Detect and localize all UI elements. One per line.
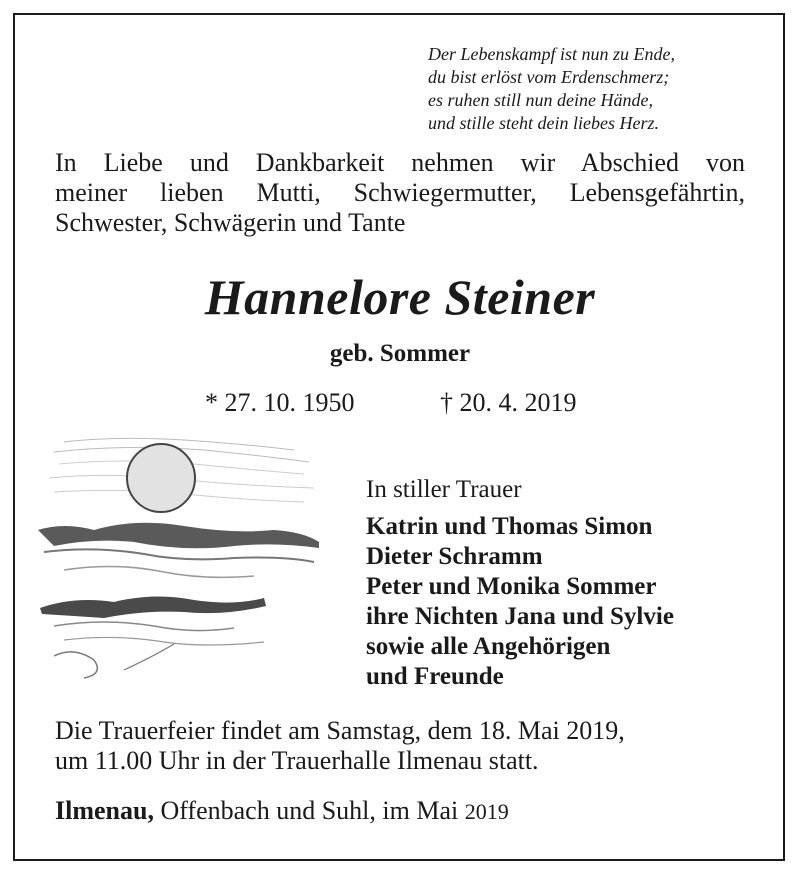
sunset-landscape-illustration (34, 430, 324, 680)
intro-line: Schwester, Schwägerin und Tante (55, 208, 406, 237)
poem-line: es ruhen still nun deine Hände, (428, 90, 653, 110)
service-line: um 11.00 Uhr in der Trauerhalle Ilmenau statt. (55, 746, 539, 775)
place-city: Ilmenau, (55, 796, 154, 825)
mourners-list (366, 512, 674, 692)
deceased-name: Hannelore Steiner (204, 269, 596, 325)
mourner-entry: Katrin und Thomas Simon (366, 513, 653, 540)
poem-line: du bist erlöst vom Erdenschmerz; (428, 67, 670, 87)
poem-line: und stille steht dein liebes Herz. (428, 113, 659, 133)
intro-line: In Liebe und Dankbarkeit nehmen wir Abschied von (55, 148, 745, 177)
service-line: Die Trauerfeier findet am Samstag, dem 18. Mai 2019, (55, 716, 625, 745)
place-and-date (55, 796, 509, 826)
intro-line: meiner lieben Mutti, Schwiegermutter, Lebensgefährtin, (55, 178, 745, 207)
funeral-service-info (55, 716, 745, 776)
place-rest: Offenbach und Suhl, im Mai (160, 796, 459, 825)
death-date: † 20. 4. 2019 (440, 388, 577, 417)
mourning-heading: In stiller Trauer (366, 476, 522, 503)
mourner-entry: und Freunde (366, 663, 504, 690)
sun-icon (127, 444, 195, 512)
mourner-entry: Peter und Monika Sommer (366, 573, 657, 600)
mourner-entry: sowie alle Angehörigen (366, 633, 611, 660)
maiden-name: geb. Sommer (329, 340, 471, 367)
poem-line: Der Lebenskampf ist nun zu Ende, (428, 44, 675, 64)
intro-text (55, 148, 745, 238)
mourner-entry: ihre Nichten Jana und Sylvie (366, 603, 674, 630)
mourner-entry: Dieter Schramm (366, 543, 543, 570)
poem (428, 43, 675, 135)
birth-date: * 27. 10. 1950 (205, 388, 355, 417)
place-year: 2019 (464, 799, 509, 824)
